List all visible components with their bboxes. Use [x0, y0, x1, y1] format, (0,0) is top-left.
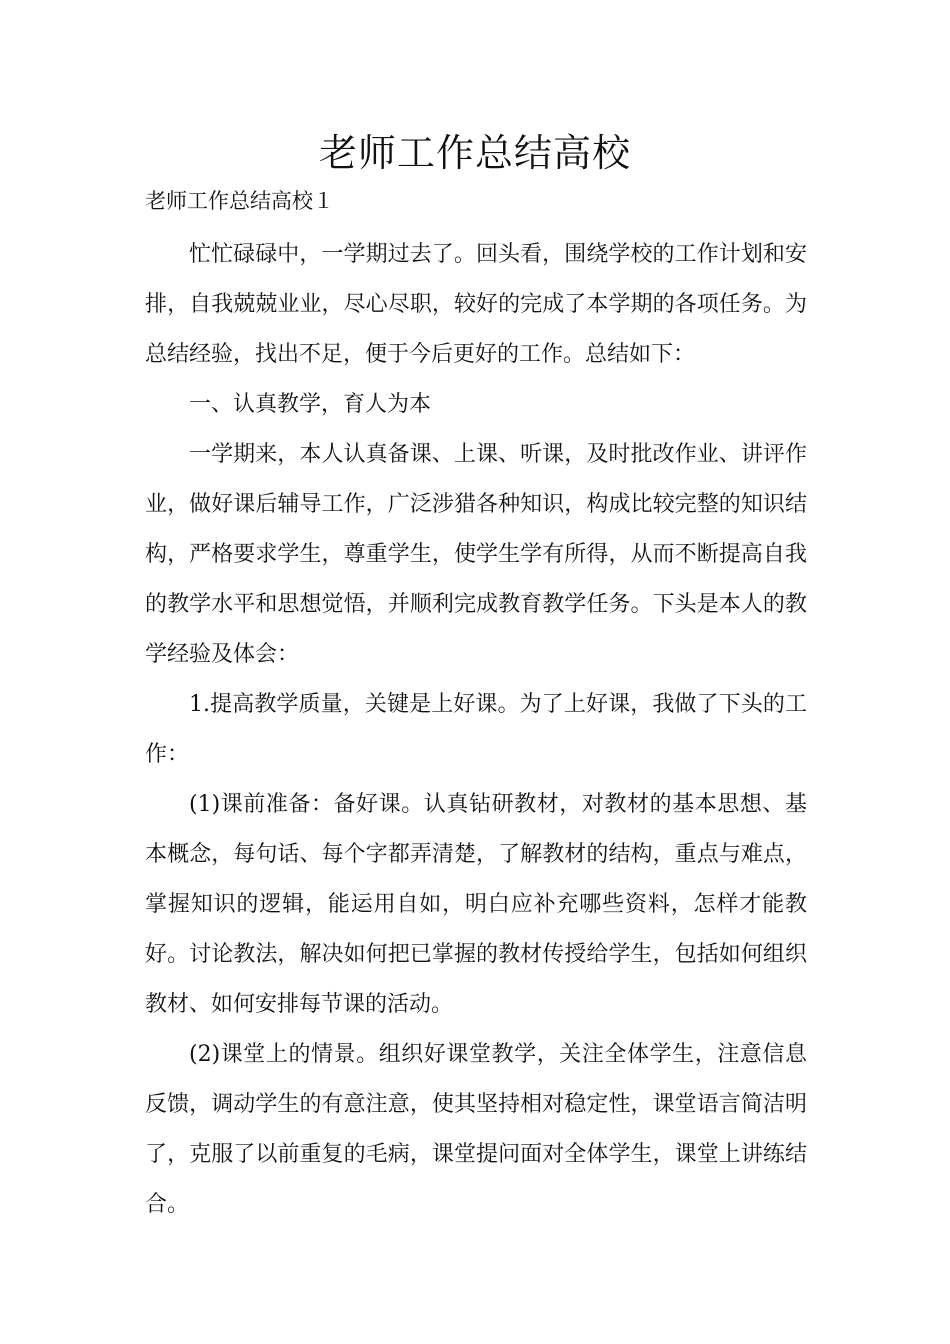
- paragraph-prep: (1)课前准备：备好课。认真钻研教材，对教材的基本思想、基本概念，每句话、每个字都弄清楚，了解教材的结构，重点与难点，掌握知识的逻辑，能运用自如，明白应补充哪些资料，怎样才能教好。讨论教法，解决如何把已掌握的教材传授给学生，包括如何组织教材、如何安排每节课的活动。: [145, 792, 807, 1017]
- document-subtitle: 老师工作总结高校１: [145, 189, 334, 213]
- paragraph-teaching: 一学期来，本人认真备课、上课、听课，及时批改作业、讲评作业，做好课后辅导工作，广泛涉猎各种知识，构成比较完整的知识结构，严格要求学生，尊重学生，使学生学有所得，从而不断提高自我的教学水平和思想觉悟，并顺利完成教育教学任务。下头是本人的教学经验及体会：: [145, 442, 807, 667]
- document-body: [145, 230, 807, 1230]
- section-heading-1: 一、认真教学，育人为本: [189, 392, 432, 417]
- document-title: 老师工作总结高校: [318, 131, 631, 175]
- paragraph-point-1: 1.提高教学质量，关键是上好课。为了上好课，我做了下头的工作：: [145, 692, 807, 767]
- paragraph-intro: 忙忙碌碌中，一学期过去了。回头看，围绕学校的工作计划和安排，自我兢兢业业，尽心尽职，较好的完成了本学期的各项任务。为总结经验，找出不足，便于今后更好的工作。总结如下：: [145, 242, 807, 367]
- paragraph-classroom: (2)课堂上的情景。组织好课堂教学，关注全体学生，注意信息反馈，调动学生的有意注意，使其坚持相对稳定性，课堂语言简洁明了，克服了以前重复的毛病，课堂提问面对全体学生，课堂上讲练结合。: [145, 1042, 807, 1217]
